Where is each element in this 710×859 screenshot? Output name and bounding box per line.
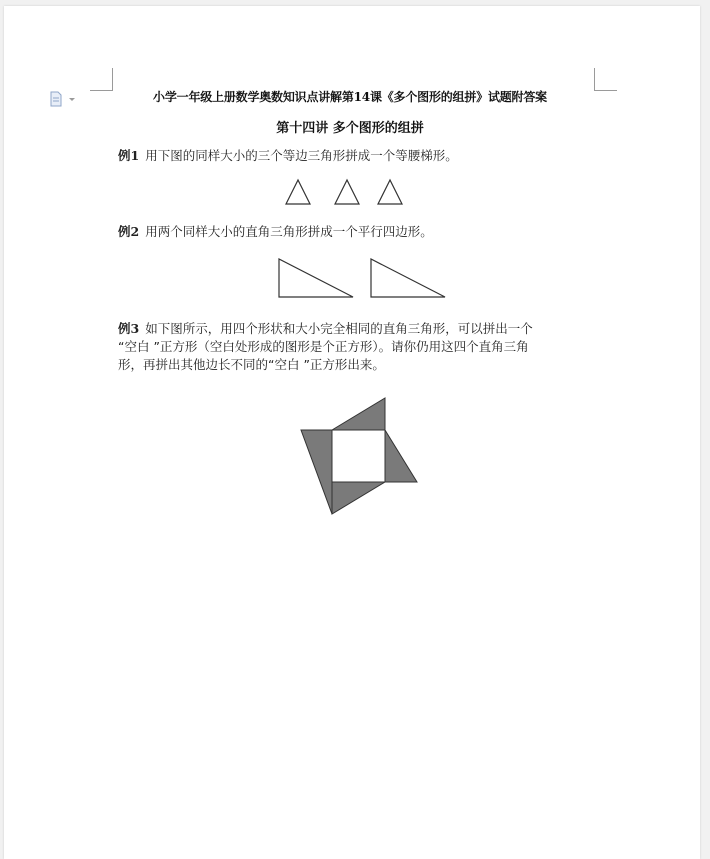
example-text-line-3: 形，再拼出其他边长不同的“空白 ”正方形出来。 [118,357,385,372]
example-3 [118,320,588,374]
blank-square [332,430,385,482]
shaded-right-triangle [301,430,332,514]
example-2 [118,223,588,241]
example-text: 用下图的同样大小的三个等边三角形拼成一个等腰梯形。 [145,148,458,163]
example-1 [118,147,588,165]
shaded-right-triangle [385,430,417,482]
equilateral-triangle [378,180,402,204]
pinwheel-square-figure [296,396,422,518]
example-label: 例1 [118,148,140,163]
right-triangles-figure [276,256,451,302]
right-triangle [279,259,353,297]
equilateral-triangle [335,180,359,204]
shaded-right-triangle [332,482,385,514]
lesson-title: 第十四讲 多个图形的组拼 [276,121,424,136]
example-text: 用两个同样大小的直角三角形拼成一个平行四边形。 [145,224,433,239]
equilateral-triangle [286,180,310,204]
equilateral-triangles-figure [280,178,410,208]
example-label: 例2 [118,224,140,239]
right-triangle [371,259,445,297]
example-label: 例3 [118,321,140,336]
shaded-right-triangle [332,398,385,430]
example-text-line-2: “空白 ”正方形（空白处形成的图形是个正方形）。请你仍用这四个直角三角 [118,339,529,354]
example-text-line-1: 如下图所示，用四个形状和大小完全相同的直角三角形，可以拼出一个 [145,321,533,336]
document-header-title: 小学一年级上册数学奥数知识点讲解第14课《多个图形的组拼》试题附答案 [153,90,547,104]
